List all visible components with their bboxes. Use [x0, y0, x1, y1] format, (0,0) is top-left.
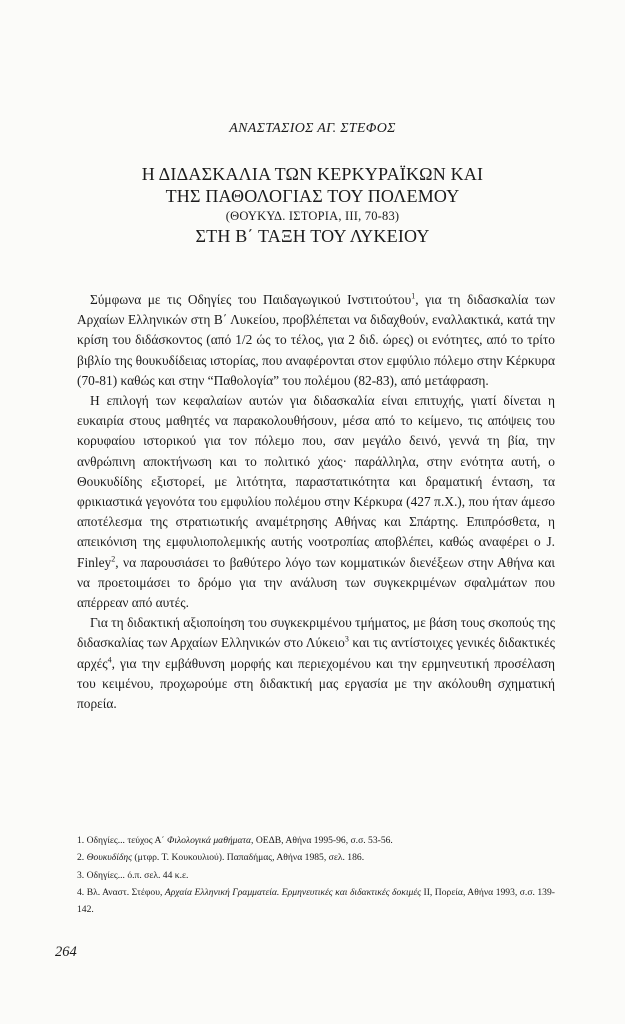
paragraph-text: Η επιλογή των κεφαλαίων αυτών για διδασκαλία είναι επιτυχής, γιατί δίνεται η ευκαιρία στους μαθητές να παρακολουθήσουν, μέσα από το κείμενο, τις απόψεις του κορυφαίου ιστορικού για τον πόλεμο που, σαν μεγάλο δεινό, γεννά τη βία, την ανθρώπινη αποκτήνωση και το πολιτικό χάος· παράλληλα, στην ενότητα αυτή, ο Θουκυδίδης εξιστορεί, με λιτότητα, παραστατικότητα και δραματική ένταση, τα φρικιαστικά γεγονότα του εμφυλίου πολέμου στην Κέρκυρα (427 π.Χ.), που ήταν άμεσο αποτέλεσμα της στρατιωτικής αναμέτρησης Αθήνας και Σπάρτης. Επιπρόσθετα, η απεικόνιση της εμφυλιοπολεμικής αυτής νοοτροπίας αποβλέπει, καθώς αναφέρει ο J. Finley — [77, 393, 555, 570]
footnote-text: Οδηγίες... ό.π. σελ. 44 κ.ε. — [86, 869, 189, 881]
paragraph-text: και τις αντίστοιχες γενικές διδακτικές αρχές — [77, 635, 555, 671]
footnote-italic: Αρχαία Ελληνική Γραμματεία. Ερμηνευτικές και διδακτικές δοκιμές — [164, 886, 422, 898]
paragraph-text: Σύμφωνα με τις Οδηγίες του Παιδαγωγικού Ινστιτούτου — [90, 292, 412, 307]
footnote-ref: 1 — [411, 291, 416, 301]
footnote-number: 2. — [77, 852, 85, 864]
footnote — [77, 867, 555, 884]
title-line-2: ΤΗΣ ΠΑΘΟΛΟΓΙΑΣ ΤΟΥ ΠΟΛΕΜΟΥ — [165, 186, 460, 206]
footnote-text: ΙΙ, Πορεία, Αθήνα 1993, σ.σ. 139-142. — [77, 886, 555, 916]
paragraph-text: , για την εμβάθυνση μορφής και περιεχομένου και την ερμηνευτική προσέλαση του κειμένου, προχωρούμε στη διδακτική μας εργασία με την ακόλουθη σχηματική πορεία. — [77, 655, 555, 712]
title-line-4: ΣΤΗ Β΄ ΤΑΞΗ ΤΟΥ ΛΥΚΕΙΟΥ — [195, 226, 430, 246]
footnote — [77, 884, 555, 919]
footnotes — [77, 832, 555, 918]
body-text — [77, 290, 555, 714]
footnote-number: 3. — [77, 869, 85, 881]
paragraph — [77, 290, 555, 391]
footnote-text: Οδηγίες... τεύχος Α΄ — [86, 835, 167, 846]
page-number: 264 — [55, 944, 77, 960]
footnote-italic: Θουκυδίδης — [86, 852, 132, 864]
paragraph-text: , να παρουσιάσει το βαθύτερο λόγο των κομματικών διενέξεων στην Αθήνα και να προετοιμάσει το δρόμο για την ανάλυση των συγκεκριμένων σφαλμάτων που απέρρεαν από αυτές. — [77, 554, 555, 611]
footnote-ref: 2 — [111, 554, 116, 564]
footnote-ref: 4 — [107, 655, 112, 665]
footnote-text: , ΟΕΔΒ, Αθήνα 1995-96, σ.σ. 53-56. — [251, 835, 393, 846]
footnote — [77, 832, 555, 849]
footnote-number: 1. — [77, 835, 85, 846]
footnote-text: Βλ. Αναστ. Στέφου, — [86, 886, 165, 898]
footnote-text: (μτφρ. Τ. Κουκουλιού). Παπαδήμας, Αθήνα 1985, σελ. 186. — [131, 852, 365, 864]
paragraph-text: Για τη διδακτική αξιοποίηση του συγκεκριμένου τμήματος, με βάση τους σκοπούς της διδασκαλίας των Αρχαίων Ελληνικών στο Λύκειο — [77, 615, 555, 651]
paragraph-text: , για τη διδασκαλία των Αρχαίων Ελληνικών στη Β΄ Λυκείου, προβλέπεται να διδαχθούν, εναλλακτικά, κατά την κρίση του διδάσκοντος (από 1/2 ώς το τέλος, για 2 διδ. ώρες) οι ενότητες, από το τρίτο βιβλίο της θουκυδίδειας ιστορίας, που αναφέρονται στον εμφύλιο πόλεμο στην Κέρκυρα (70-81) καθώς και στην “Παθολογία” του πολέμου (82-83), από μετάφραση. — [77, 292, 556, 388]
footnote-italic: Φιλολογικά μαθήματα — [167, 835, 252, 846]
author-name: ΑΝΑΣΤΑΣΙΟΣ ΑΓ. ΣΤΕΦΟΣ — [229, 121, 396, 136]
title-subtitle: (ΘΟΥΚΥΔ. ΙΣΤΟΡΙΑ, III, 70-83) — [225, 209, 400, 223]
title-line-1: Η ΔΙΔΑΣΚΑΛΙΑ ΤΩΝ ΚΕΡΚΥΡΑΪΚΩΝ ΚΑΙ — [141, 164, 484, 184]
paragraph — [77, 391, 555, 613]
article-title — [0, 163, 625, 247]
footnote — [77, 849, 555, 866]
paragraph — [77, 613, 555, 714]
footnote-ref: 3 — [344, 634, 349, 644]
footnote-number: 4. — [77, 886, 85, 898]
